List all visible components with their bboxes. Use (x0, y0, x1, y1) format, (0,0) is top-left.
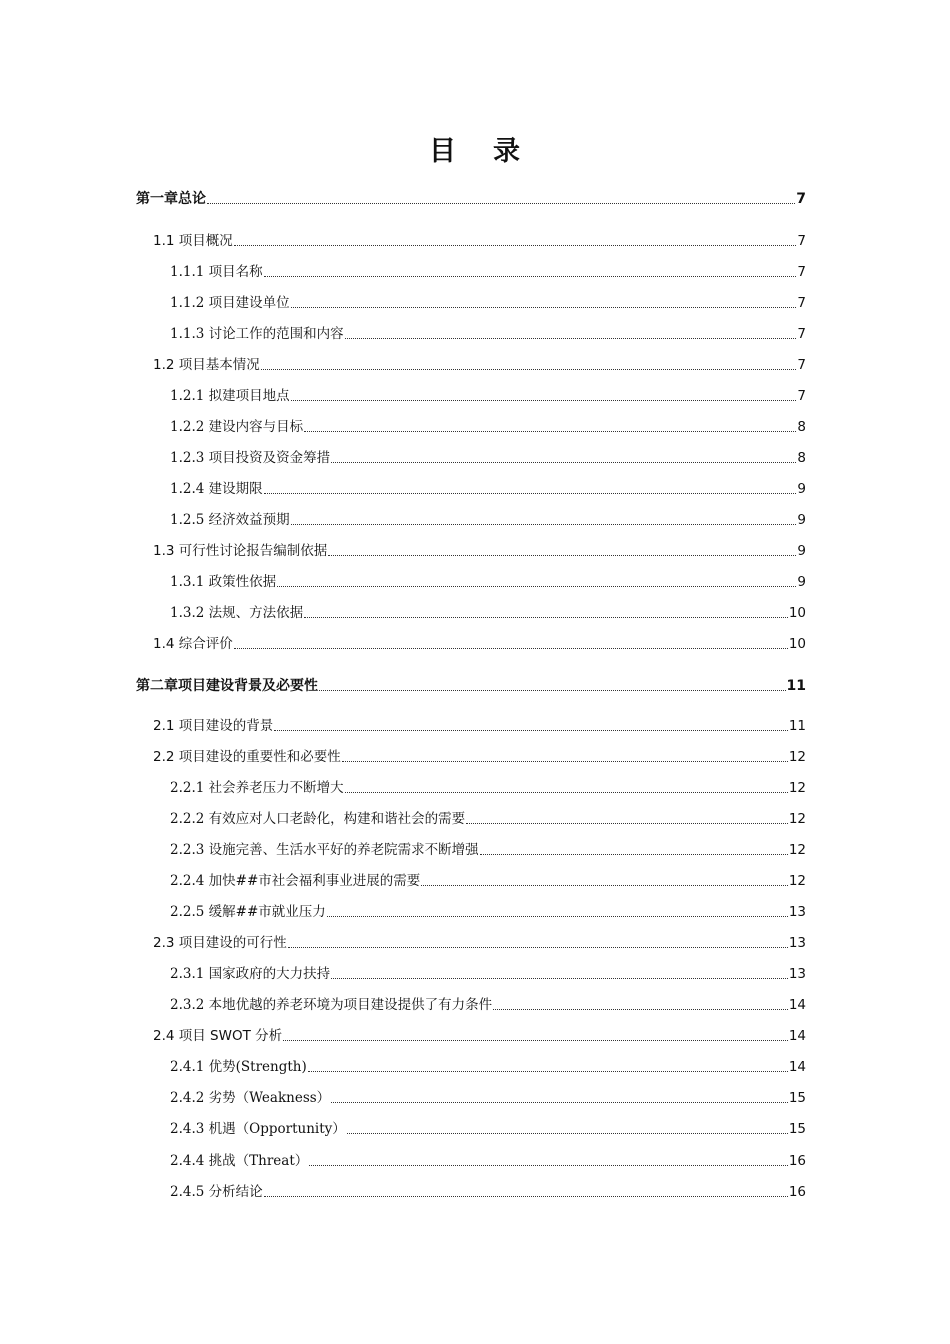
toc-leader-dots (308, 1070, 788, 1072)
toc-section-1-2[interactable] (153, 352, 806, 374)
toc-entry-label: 2.2.2 有效应对人口老龄化，构建和谐社会的需要 (170, 811, 466, 827)
toc-page-number: 8 (797, 419, 806, 435)
toc-page-number: 7 (796, 191, 806, 207)
toc-chapter-1[interactable] (136, 186, 806, 208)
toc-page-number: 7 (797, 295, 806, 311)
toc-entry-label: 2.2.3 设施完善、生活水平好的养老院需求不断增强 (170, 842, 479, 858)
toc-entry-label: 2.2.1 社会养老压力不断增大 (170, 780, 344, 796)
toc-leader-dots (493, 1008, 788, 1010)
toc-entry-label: 2.1 项目建设的背景 (153, 718, 274, 734)
toc-subsection-1-1-2[interactable] (170, 290, 806, 312)
toc-subsection-1-2-4[interactable] (170, 476, 806, 498)
toc-subsection-1-3-2[interactable] (170, 600, 806, 622)
page-title (0, 130, 950, 174)
toc-subsection-1-2-3[interactable] (170, 445, 806, 467)
toc-leader-dots (291, 306, 797, 308)
toc-entry-label: 2.3.1 国家政府的大力扶持 (170, 966, 331, 982)
toc-leader-dots (480, 853, 788, 855)
toc-leader-dots (342, 760, 788, 762)
toc-entry-label: 1.3.1 政策性依据 (170, 574, 277, 590)
toc-entry-label: 第一章总论 (136, 191, 206, 207)
toc-entry-label: 2.3 项目建设的可行性 (153, 935, 287, 951)
toc-subsection-2-3-2[interactable] (170, 992, 806, 1014)
toc-leader-dots (466, 822, 788, 824)
toc-page-number: 12 (788, 749, 806, 765)
toc-leader-dots (319, 689, 786, 691)
toc-leader-dots (288, 946, 788, 948)
toc-leader-dots (264, 275, 797, 277)
toc-page-number: 9 (797, 543, 806, 559)
toc-entry-label: 1.2.3 项目投资及资金筹措 (170, 450, 331, 466)
toc-entry-label: 2.4.4 挑战（Threat） (170, 1153, 309, 1169)
toc-page-number: 9 (797, 481, 806, 497)
toc-entry-label: 1.2.5 经济效益预期 (170, 512, 290, 528)
toc-entry-label: 1.2 项目基本情况 (153, 357, 260, 373)
toc-page-number: 16 (788, 1153, 806, 1169)
toc-leader-dots (264, 492, 797, 494)
toc-page-number: 12 (788, 780, 806, 796)
toc-page-number: 9 (797, 512, 806, 528)
toc-leader-dots (327, 915, 788, 917)
toc-leader-dots (277, 585, 796, 587)
toc-section-1-3[interactable] (153, 538, 806, 560)
toc-page-number: 11 (786, 678, 806, 694)
toc-subsection-2-4-5[interactable] (170, 1179, 806, 1201)
toc-page-number: 14 (788, 1059, 806, 1075)
toc-page-number: 13 (788, 966, 806, 982)
toc-section-2-3[interactable] (153, 930, 806, 952)
toc-leader-dots (234, 244, 797, 246)
toc-entry-label: 2.2 项目建设的重要性和必要性 (153, 749, 341, 765)
toc-page-number: 7 (797, 388, 806, 404)
toc-page-number: 13 (788, 935, 806, 951)
toc-entry-label: 2.4.1 优势(Strength) (170, 1059, 307, 1075)
toc-leader-dots (345, 791, 788, 793)
toc-leader-dots (331, 1101, 788, 1103)
toc-subsection-2-4-2[interactable] (170, 1085, 806, 1107)
toc-section-2-2[interactable] (153, 744, 806, 766)
toc-leader-dots (309, 1164, 788, 1166)
toc-chapter-2[interactable] (136, 673, 806, 695)
toc-section-1-4[interactable] (153, 631, 806, 653)
toc-leader-dots (291, 399, 797, 401)
toc-entry-label: 1.4 综合评价 (153, 636, 233, 652)
toc-leader-dots (207, 202, 795, 204)
toc-section-2-1[interactable] (153, 713, 806, 735)
toc-leader-dots (261, 368, 797, 370)
toc-leader-dots (274, 729, 788, 731)
toc-page-number: 7 (797, 357, 806, 373)
toc-page-number: 7 (797, 326, 806, 342)
toc-page-number: 8 (797, 450, 806, 466)
toc-leader-dots (304, 616, 788, 618)
toc-entry-label: 1.2.1 拟建项目地点 (170, 388, 290, 404)
toc-page-number: 12 (788, 873, 806, 889)
toc-entry-label: 2.4 项目 SWOT 分析 (153, 1028, 283, 1044)
toc-leader-dots (304, 430, 796, 432)
toc-leader-dots (264, 1195, 788, 1197)
toc-leader-dots (421, 884, 788, 886)
toc-leader-dots (234, 647, 788, 649)
toc-page-number: 7 (797, 264, 806, 280)
toc-section-2-4[interactable] (153, 1023, 806, 1045)
toc-leader-dots (328, 554, 796, 556)
toc-subsection-1-2-5[interactable] (170, 507, 806, 529)
toc-page-number: 10 (788, 605, 806, 621)
toc-page-number: 12 (788, 811, 806, 827)
toc-subsection-2-2-5[interactable] (170, 899, 806, 921)
toc-subsection-2-2-1[interactable] (170, 775, 806, 797)
title-part-1: 目 (429, 136, 457, 167)
toc-entry-label: 2.2.4 加快##市社会福利事业进展的需要 (170, 873, 421, 889)
toc-entry-label: 第二章项目建设背景及必要性 (136, 678, 318, 694)
toc-leader-dots (347, 1132, 788, 1134)
toc-subsection-1-1-1[interactable] (170, 259, 806, 281)
toc-leader-dots (291, 523, 797, 525)
toc-entry-label: 2.3.2 本地优越的养老环境为项目建设提供了有力条件 (170, 997, 493, 1013)
toc-entry-label: 1.2.2 建设内容与目标 (170, 419, 304, 435)
toc-page-number: 9 (797, 574, 806, 590)
toc-page-number: 14 (788, 1028, 806, 1044)
toc-leader-dots (345, 337, 797, 339)
toc-subsection-1-3-1[interactable] (170, 569, 806, 591)
toc-subsection-1-1-3[interactable] (170, 321, 806, 343)
toc-subsection-2-4-4[interactable] (170, 1148, 806, 1170)
toc-subsection-1-2-1[interactable] (170, 383, 806, 405)
toc-entry-label: 2.4.3 机遇（Opportunity） (170, 1121, 346, 1137)
toc-page-number: 15 (788, 1121, 806, 1137)
toc-leader-dots (331, 461, 796, 463)
title-part-2: 录 (493, 136, 521, 167)
toc-entry-label: 1.1.3 讨论工作的范围和内容 (170, 326, 344, 342)
toc-subsection-2-4-3[interactable] (170, 1116, 806, 1138)
toc-page-number: 13 (788, 904, 806, 920)
toc-entry-label: 2.4.2 劣势（Weakness） (170, 1090, 331, 1106)
toc-entry-label: 1.1.2 项目建设单位 (170, 295, 290, 311)
toc-entry-label: 2.2.5 缓解##市就业压力 (170, 904, 326, 920)
toc-entry-label: 1.1 项目概况 (153, 233, 233, 249)
toc-page-number: 15 (788, 1090, 806, 1106)
toc-subsection-1-2-2[interactable] (170, 414, 806, 436)
toc-page-number: 7 (797, 233, 806, 249)
toc-entry-label: 1.1.1 项目名称 (170, 264, 263, 280)
toc-subsection-2-4-1[interactable] (170, 1054, 806, 1076)
toc-entry-label: 1.2.4 建设期限 (170, 481, 263, 497)
toc-page-number: 16 (788, 1184, 806, 1200)
toc-subsection-2-2-3[interactable] (170, 837, 806, 859)
toc-leader-dots (331, 977, 788, 979)
toc-section-1-1[interactable] (153, 228, 806, 250)
toc-entry-label: 1.3 可行性讨论报告编制依据 (153, 543, 328, 559)
toc-subsection-2-2-2[interactable] (170, 806, 806, 828)
toc-leader-dots (283, 1039, 788, 1041)
toc-page-number: 10 (788, 636, 806, 652)
toc-entry-label: 1.3.2 法规、方法依据 (170, 605, 304, 621)
toc-subsection-2-2-4[interactable] (170, 868, 806, 890)
toc-page-number: 14 (788, 997, 806, 1013)
toc-page-number: 12 (788, 842, 806, 858)
toc-entry-label: 2.4.5 分析结论 (170, 1184, 263, 1200)
toc-page-number: 11 (788, 718, 806, 734)
toc-subsection-2-3-1[interactable] (170, 961, 806, 983)
